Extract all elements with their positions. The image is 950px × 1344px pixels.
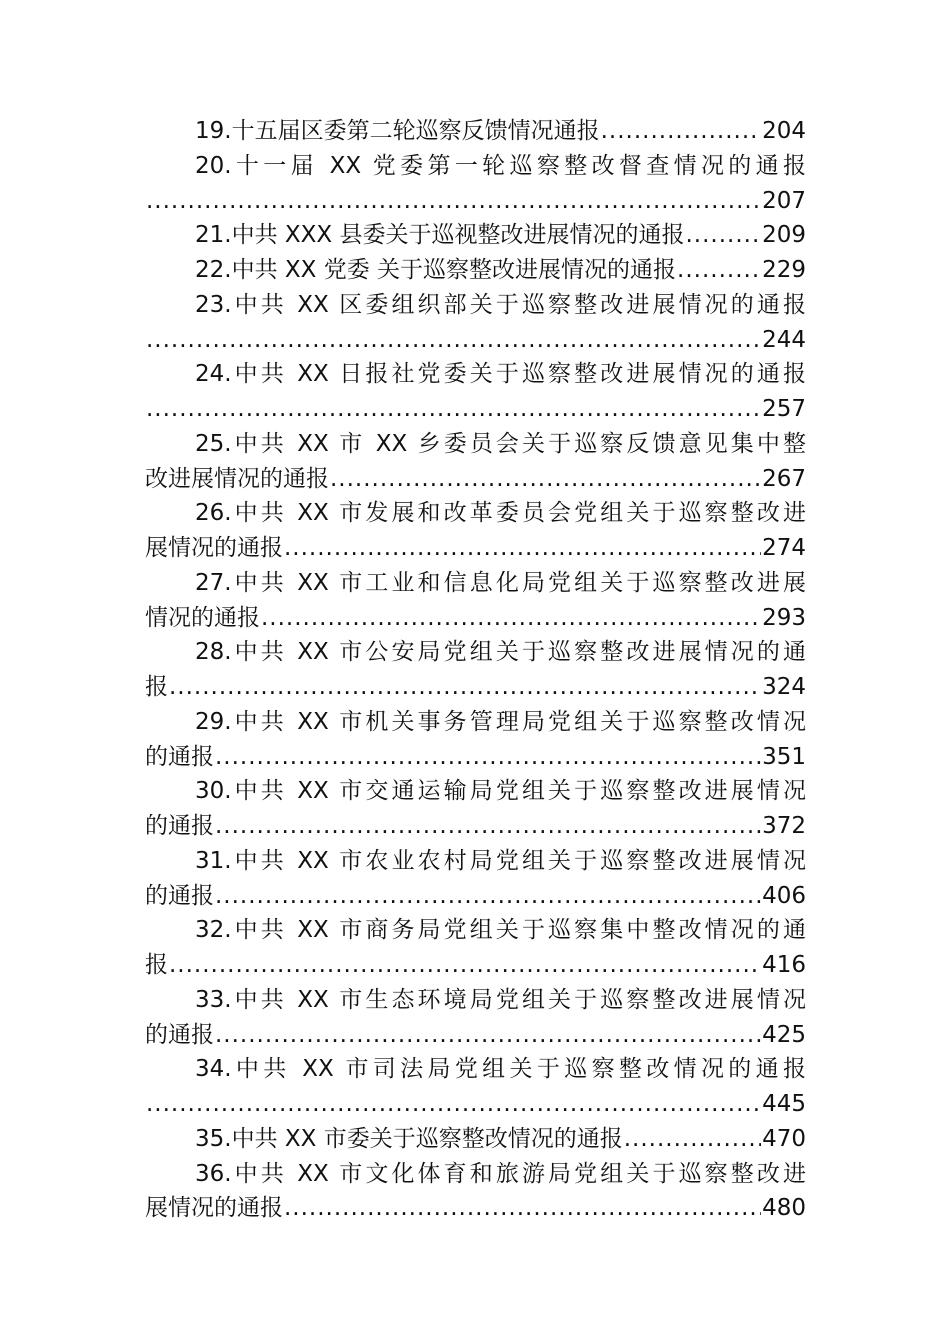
toc-entry-title-continued: 的通报 xyxy=(145,813,214,839)
toc-entry-36 xyxy=(0,1157,806,1192)
toc-entry-title: 34.中共 XX 市司法局党组关于巡察整改情况的通报 xyxy=(195,1056,806,1083)
toc-entry-24 xyxy=(0,357,806,392)
toc-entry-title: 29.中共 XX 市机关事务管理局党组关于巡察整改情况 xyxy=(195,708,806,735)
toc-entry-22 xyxy=(0,253,806,288)
dot-leader xyxy=(169,948,761,983)
toc-entry-27-continuation xyxy=(0,601,806,636)
toc-page-number: 406 xyxy=(762,882,806,909)
toc-entry-26 xyxy=(0,496,806,531)
dot-leader xyxy=(146,184,761,219)
toc-entry-21 xyxy=(0,218,806,253)
toc-entry-28 xyxy=(0,635,806,670)
toc-page-number: 351 xyxy=(762,743,806,770)
dot-leader xyxy=(330,462,761,497)
toc-entry-31 xyxy=(0,844,806,879)
dot-leader xyxy=(146,392,761,427)
toc-entry-title-continued: 报 xyxy=(145,674,168,700)
toc-page-number: 204 xyxy=(762,118,806,144)
toc-entry-title: 24.中共 XX 日报社党委关于巡察整改进展情况的通报 xyxy=(195,361,806,388)
dot-leader xyxy=(677,253,761,288)
dot-leader xyxy=(261,601,761,636)
toc-entry-title: 33.中共 XX 市生态环境局党组关于巡察整改进展情况 xyxy=(195,986,806,1013)
toc-page-number: 257 xyxy=(762,396,806,422)
toc-entry-20-continuation xyxy=(0,184,806,219)
toc-entry-title-continued: 的通报 xyxy=(145,743,214,770)
toc-entry-23 xyxy=(0,288,806,323)
toc-entry-title: 25.中共 XX 市 XX 乡委员会关于巡察反馈意见集中整 xyxy=(195,430,806,457)
dot-leader xyxy=(215,1018,761,1053)
dot-leader xyxy=(284,531,761,566)
toc-entry-title: 20.十一届 XX 党委第一轮巡察整改督查情况的通报 xyxy=(195,152,806,179)
dot-leader xyxy=(146,323,761,358)
toc-entry-title-continued: 情况的通报 xyxy=(145,604,260,631)
toc-entry-title: 26.中共 XX 市发展和改革委员会党组关于巡察整改进 xyxy=(195,500,806,527)
toc-entry-35 xyxy=(0,1122,806,1157)
toc-entry-title: 30.中共 XX 市交通运输局党组关于巡察整改进展情况 xyxy=(195,778,806,805)
toc-page-number: 244 xyxy=(762,326,806,353)
toc-entry-30 xyxy=(0,774,806,809)
toc-entry-34 xyxy=(0,1052,806,1087)
toc-entry-19 xyxy=(0,114,806,149)
toc-entry-27 xyxy=(0,566,806,601)
toc-entry-33 xyxy=(0,983,806,1018)
toc-entry-31-continuation xyxy=(0,879,806,914)
dot-leader xyxy=(284,1191,761,1226)
dot-leader xyxy=(169,670,761,705)
toc-entry-25-continuation xyxy=(0,462,806,497)
dot-leader xyxy=(146,1087,761,1122)
toc-page-number: 209 xyxy=(762,222,806,249)
toc-page-number: 207 xyxy=(762,187,806,214)
dot-leader xyxy=(215,740,761,775)
toc-entry-25 xyxy=(0,427,806,462)
toc-entry-29 xyxy=(0,705,806,740)
toc-entry-title: 36.中共 XX 市文化体育和旅游局党组关于巡察整改进 xyxy=(195,1160,806,1187)
toc-entry-title: 23.中共 XX 区委组织部关于巡察整改进展情况的通报 xyxy=(195,291,806,318)
toc-page-number: 324 xyxy=(762,674,806,700)
toc-entry-title-continued: 展情况的通报 xyxy=(145,1195,283,1222)
toc-entry-title-continued: 的通报 xyxy=(145,882,214,909)
toc-entry-33-continuation xyxy=(0,1018,806,1053)
toc-page-number: 274 xyxy=(762,535,806,561)
toc-entry-title-continued: 报 xyxy=(145,952,168,978)
toc-entry-28-continuation xyxy=(0,670,806,705)
toc-page-number: 416 xyxy=(762,952,806,978)
toc-page-number: 267 xyxy=(762,465,806,492)
dot-leader xyxy=(624,1122,761,1157)
toc-entry-24-continuation xyxy=(0,392,806,427)
toc-entry-title: 28.中共 XX 市公安局党组关于巡察整改进展情况的通 xyxy=(195,639,806,666)
toc-entry-23-continuation xyxy=(0,323,806,358)
toc-entry-title-continued: 改进展情况的通报 xyxy=(145,465,329,492)
table-of-contents xyxy=(0,114,950,1226)
toc-entry-36-continuation xyxy=(0,1191,806,1226)
toc-entry-title: 27.中共 XX 市工业和信息化局党组关于巡察整改进展 xyxy=(195,569,806,596)
dot-leader xyxy=(215,809,761,844)
toc-page-number: 480 xyxy=(762,1195,806,1222)
toc-page-number: 445 xyxy=(762,1091,806,1117)
toc-entry-34-continuation xyxy=(0,1087,806,1122)
toc-entry-26-continuation xyxy=(0,531,806,566)
toc-entry-title-continued: 的通报 xyxy=(145,1021,214,1048)
dot-leader xyxy=(685,218,761,253)
toc-entry-29-continuation xyxy=(0,740,806,775)
toc-entry-30-continuation xyxy=(0,809,806,844)
toc-entry-title: 32.中共 XX 市商务局党组关于巡察集中整改情况的通 xyxy=(195,917,806,944)
toc-entry-32 xyxy=(0,913,806,948)
toc-entry-title-continued: 展情况的通报 xyxy=(145,535,283,561)
toc-page-number: 229 xyxy=(762,257,806,283)
toc-entry-32-continuation xyxy=(0,948,806,983)
toc-page-number: 425 xyxy=(762,1021,806,1048)
dot-leader xyxy=(215,879,761,914)
toc-page-number: 293 xyxy=(762,604,806,631)
dot-leader xyxy=(601,114,762,149)
toc-entry-20 xyxy=(0,149,806,184)
toc-page-number: 372 xyxy=(762,813,806,839)
toc-entry-title: 19.十五届区委第二轮巡察反馈情况通报 xyxy=(195,118,600,144)
toc-entry-title: 31.中共 XX 市农业农村局党组关于巡察整改进展情况 xyxy=(195,847,806,874)
toc-entry-title: 21.中共 XXX 县委关于巡视整改进展情况的通报 xyxy=(195,222,685,249)
toc-entry-title: 22.中共 XX 党委 关于巡察整改进展情况的通报 xyxy=(195,257,677,283)
toc-entry-title: 35.中共 XX 市委关于巡察整改情况的通报 xyxy=(195,1125,623,1152)
toc-page-number: 470 xyxy=(762,1125,806,1152)
